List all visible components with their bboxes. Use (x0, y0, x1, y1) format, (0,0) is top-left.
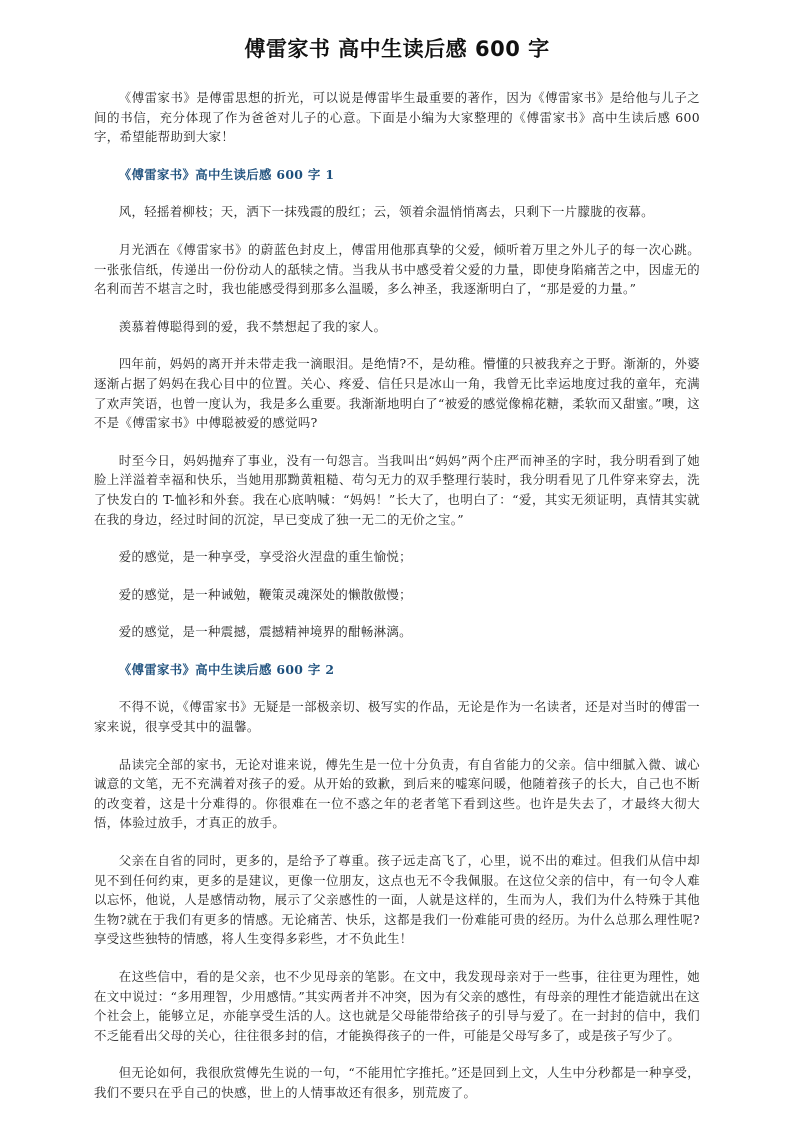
paragraph: 不得不说，《傅雷家书》无疑是一部极亲切、极写实的作品，无论是作为一名读者，还是对当时的傅雷一家来说，很享受其中的温馨。 (94, 699, 700, 735)
paragraph: 四年前，妈妈的离开并未带走我一滴眼泪。是绝情?不，是幼稚。懵懂的只被我弃之于野。渐渐的，外婆逐渐占据了妈妈在我心目中的位置。关心、疼爱、信任只是冰山一角，我曾无比幸运地度过我的童年，充满了欢声笑语，也曾一度认为，我是多么重要。我渐渐地明白了“被爱的感觉像棉花糖，柔软而又甜蜜。”噢，这不是《傅雷家书》中傅聪被爱的感觉吗? (94, 356, 700, 431)
paragraph: 时至今日，妈妈抛弃了事业，没有一句怨言。当我叫出“妈妈”两个庄严而神圣的字时，我分明看到了她脸上洋溢着幸福和快乐，当她用那黝黄粗糙、苟匀无力的双手整理行装时，我分明看见了几件穿来穿去，洗了快发白的 T-恤衫和外套。我在心底呐喊：“妈妈！”长大了，也明白了：“爱，其实无须证明，真情其实就在我的身边，经过时间的沉淀，早已变成了独一无二的无价之宝。” (94, 452, 700, 527)
section-1-heading: 《傅雷家书》高中生读后感 600 字 1 (118, 166, 335, 182)
paragraph: 父亲在自省的同时，更多的，是给予了尊重。孩子远走高飞了，心里，说不出的难过。但我们从信中却见不到任何约束，更多的是建议，更像一位朋友，这点也无不令我佩服。在这位父亲的信中，有一句令人难以忘怀，他说，人是感情动物，展示了父亲感性的一面，人就是这样的，生而为人，我们为什么特殊于其他生物?就在于我们有更多的情感。无论痛苦、快乐，这都是我们一份难能可贵的经历。为什么总那么理性呢?享受这些独特的情感，将人生变得多彩些，才不负此生！ (94, 853, 700, 947)
document-title: 傅雷家书 高中生读后感 600 字 (244, 37, 550, 61)
paragraph: 羡慕着傅聪得到的爱，我不禁想起了我的家人。 (118, 318, 387, 334)
paragraph: 月光洒在《傅雷家书》的蔚蓝色封皮上，傅雷用他那真挚的父爱，倾听着万里之外儿子的每一次心跳。一张张信纸，传递出一份份动人的舐犊之情。当我从书中感受着父爱的力量，即使身陷痛苦之中，因虚无的名利而苦不堪言之时，我也能感受得到那多么温暖，多么神圣，我逐渐明白了，“那是爱的力量。” (94, 241, 700, 297)
paragraph: 爱的感觉，是一种震撼，震撼精神境界的酣畅淋漓。 (118, 624, 412, 640)
paragraph: 风，轻摇着柳枝；天，洒下一抹残霞的殷红；云，领着余温悄悄离去，只剩下一片朦胧的夜幕。 (118, 204, 654, 220)
paragraph: 爱的感觉，是一种诫勉，鞭策灵魂深处的懒散傲慢； (118, 586, 412, 602)
paragraph: 品读完全部的家书，无论对谁来说，傅先生是一位十分负责，有自省能力的父亲。信中细腻入微、诚心诚意的文笔，无不充满着对孩子的爱。从开始的致歉，到后来的嘘寒问暖，他随着孩子的长大，自己也不断的改变着，这是十分难得的。你很难在一位不惑之年的老者笔下看到这些。也许是失去了，才最终大彻大悟，体验过放手，才真正的放手。 (94, 756, 700, 831)
document-body (94, 88, 700, 1103)
intro-paragraph: 《傅雷家书》是傅雷思想的折光，可以说是傅雷毕生最重要的著作，因为《傅雷家书》是给他与儿子之间的书信，充分体现了作为爸爸对儿子的心意。下面是小编为大家整理的《傅雷家书》高中生读后感 600 字，希望能帮助到大家！ (94, 90, 700, 145)
paragraph: 但无论如何，我很欣赏傅先生说的一句，“不能用忙字推托。”还是回到上文，人生中分秒都是一种享受，我们不要只在乎自己的快感，世上的人情事故还有很多，别荒废了。 (94, 1065, 700, 1100)
paragraph: 在这些信中，看的是父亲，也不少见母亲的笔影。在文中，我发现母亲对于一些事，往往更为理性，她在文中说过：“多用理智，少用感情。”其实两者并不冲突，因为有父亲的感性，有母亲的理性才能造就出在这个社会上，能够立足，亦能享受生活的人。这也就是父母能带给孩子的引导与爱了。在一封封的信中，我们不乏能看出父母的关心，往往很多封的信，才能换得孩子的一件，可能是父母写多了，或是孩子写少了。 (94, 969, 700, 1043)
section-2-heading: 《傅雷家书》高中生读后感 600 字 2 (118, 661, 335, 677)
paragraph: 爱的感觉，是一种享受，享受浴火涅盘的重生愉悦； (118, 549, 412, 565)
